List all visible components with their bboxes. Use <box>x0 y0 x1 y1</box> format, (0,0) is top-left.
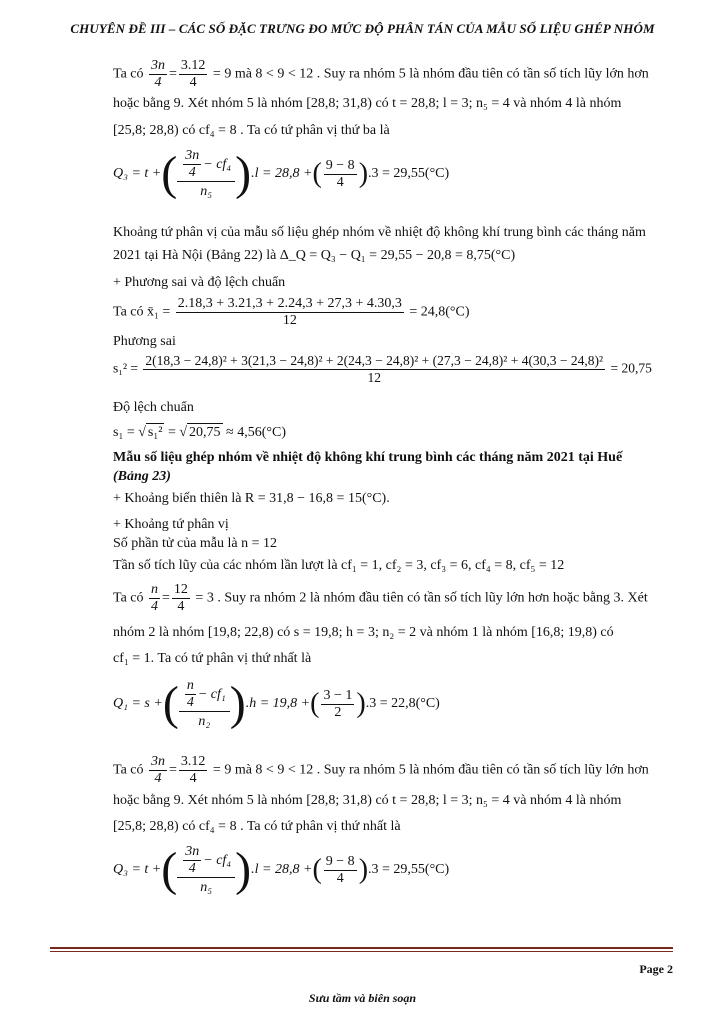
text-line: Số phần tử của mẫu là n = 12 <box>113 536 278 551</box>
outer-fraction <box>177 844 235 896</box>
variance-fraction <box>143 353 605 386</box>
text-line: + Phương sai và độ lệch chuẩn <box>113 275 286 290</box>
paren-right: ) <box>358 158 369 189</box>
num: 3n <box>185 844 200 859</box>
num: 3n <box>185 148 200 163</box>
text-line: + Khoảng biến thiên là R = 31,8 − 16,8 = 15(°C). <box>113 491 390 506</box>
num: 3.12 <box>180 58 206 73</box>
text: .l = 28,8 + <box>251 862 313 877</box>
text: Q₃ = t + <box>113 862 162 877</box>
q1-intro-line: Ta có $\frac{n}{4}$ = $\frac{12}{4}$ = 3 . Suy ra nhóm 2 là nhóm đầu tiên có tần số tích lũy lớn hơn hoặc bằng 3. Xét <box>113 582 648 614</box>
text: Ta có x̄₁ = <box>113 304 171 320</box>
text: .l = 28,8 + <box>251 166 313 181</box>
q3-intro-line: Ta có $\frac{3n}{4}$ = $\frac{3.12}{4}$ = 9 mà 8 < 9 < 12 . Suy ra nhóm 5 là nhóm đầu tiên có tần số tích lũy lớn hơn <box>113 58 649 90</box>
fraction-3-1-2 <box>321 688 354 721</box>
text-line: Độ lệch chuẩn <box>113 400 194 415</box>
text: Ta có <box>113 762 144 778</box>
mean-fraction <box>176 296 404 329</box>
den: 2 <box>334 704 342 720</box>
den: 4 <box>188 165 196 180</box>
text: − cf₁ <box>197 686 226 702</box>
page-header: CHUYÊN ĐỀ III – CÁC SỐ ĐẶC TRƯNG ĐO MỨC ĐỘ PHÂN TÁN CỦA MẪU SỐ LIỆU GHÉP NHÓM <box>70 21 655 36</box>
std-formula <box>113 423 286 442</box>
q3-formula <box>113 148 449 200</box>
text-line: nhóm 2 là nhóm [19,8; 22,8) có s = 19,8; h = 3; n₂ = 2 và nhóm 1 là nhóm [16,8; 19,8) có <box>113 625 614 640</box>
footer-divider <box>50 951 673 952</box>
q3-intro-line-2: Ta có $\frac{3n}{4}$ = $\frac{3.12}{4}$ = 9 mà 8 < 9 < 12 . Suy ra nhóm 5 là nhóm đầu tiên có tần số tích lũy lớn hơn <box>113 754 649 786</box>
num: n <box>186 678 194 693</box>
den: 4 <box>336 870 344 886</box>
num: 3n <box>151 58 166 73</box>
paren-right: ) <box>229 677 246 730</box>
num: 12 <box>173 582 188 597</box>
num: 3.12 <box>180 754 206 769</box>
text: = √ <box>164 425 188 440</box>
section-heading: Mẫu số liệu ghép nhóm về nhiệt độ không khí trung bình các tháng năm 2021 tại Huế <box>113 450 623 465</box>
outer-fraction <box>177 148 235 200</box>
section-heading-sub: (Bảng 23) <box>113 469 171 484</box>
text: − cf₄ <box>203 852 232 868</box>
text: = 9 mà 8 < 9 < 12 . Suy ra nhóm 5 là nhóm đầu tiên có tần số tích lũy lớn hơn <box>212 762 649 778</box>
den: 4 <box>186 695 194 710</box>
num: 3n <box>151 754 166 769</box>
den: n₂ <box>198 714 211 729</box>
den: 4 <box>177 599 185 614</box>
text: Q₃ = t + <box>113 166 162 181</box>
fraction-3n-4 <box>183 844 201 877</box>
page-number: Page 2 <box>639 962 673 976</box>
text: = 9 mà 8 < 9 < 12 . Suy ra nhóm 5 là nhóm đầu tiên có tần số tích lũy lớn hơn <box>212 66 649 82</box>
fraction-12-4 <box>172 582 190 615</box>
text-line: + Khoảng tứ phân vị <box>113 517 229 532</box>
den: 4 <box>151 599 159 614</box>
fraction-3-12-4 <box>179 754 208 787</box>
footer-divider <box>50 947 673 949</box>
paren-left: ( <box>310 688 320 719</box>
text-line: [25,8; 28,8) có cf₄ = 8 . Ta có tứ phân vị thứ ba là <box>113 123 390 138</box>
den: 12 <box>367 370 381 385</box>
text-line: Khoảng tứ phân vị của mẫu số liệu ghép nhóm về nhiệt độ không khí trung bình các tháng năm <box>113 225 646 240</box>
den: 4 <box>189 771 197 786</box>
den: 4 <box>154 771 162 786</box>
text: s₁ = √ <box>113 425 146 440</box>
text: − cf₄ <box>203 156 232 172</box>
variance-formula <box>113 353 652 386</box>
fraction-9-8-4 <box>324 158 357 191</box>
text: = 20,75 <box>610 360 652 376</box>
fraction-3n-4 <box>149 58 167 91</box>
text-line: Phương sai <box>113 334 176 349</box>
den: 4 <box>154 75 162 90</box>
num: 9 − 8 <box>325 853 355 869</box>
text: Ta có <box>113 590 144 606</box>
paren-left: ( <box>312 854 322 885</box>
den: 12 <box>282 313 297 328</box>
text: Q₁ = s + <box>113 696 163 711</box>
paren-right: ) <box>235 147 252 200</box>
paren-left: ( <box>161 843 178 896</box>
text-line: Tần số tích lũy của các nhóm lần lượt là cf₁ = 1, cf₂ = 3, cf₃ = 6, cf₄ = 8, cf₅ = 12 <box>113 558 565 573</box>
paren-left: ( <box>162 677 179 730</box>
text: = 24,8(°C) <box>409 304 470 320</box>
text: = 3 . Suy ra nhóm 2 là nhóm đầu tiên có tần số tích lũy lớn hơn hoặc bằng 3. Xét <box>195 590 648 606</box>
text-line: hoặc bằng 9. Xét nhóm 5 là nhóm [28,8; 31,8) có t = 28,8; l = 3; n₅ = 4 và nhóm 4 là nhóm <box>113 793 622 808</box>
fraction-n-4 <box>149 582 160 615</box>
outer-fraction <box>179 678 230 730</box>
den: 4 <box>336 174 344 190</box>
q1-formula <box>113 678 440 730</box>
num: 2.18,3 + 3.21,3 + 2.24,3 + 27,3 + 4.30,3 <box>177 296 402 311</box>
text: s₁² = <box>113 360 138 376</box>
text-line: hoặc bằng 9. Xét nhóm 5 là nhóm [28,8; 31,8) có t = 28,8; l = 3; n₅ = 4 và nhóm 4 là nhóm <box>113 96 622 111</box>
den: 4 <box>189 75 197 90</box>
footer-signature: Sưu tầm và biên soạn <box>308 991 417 1005</box>
paren-left: ( <box>161 147 178 200</box>
fraction-9-8-4 <box>324 854 357 887</box>
fraction-3n-4 <box>149 754 167 787</box>
mean-formula <box>113 296 470 329</box>
paren-right: ) <box>235 843 252 896</box>
text-line: [25,8; 28,8) có cf₄ = 8 . Ta có tứ phân vị thứ nhất là <box>113 819 401 834</box>
text: .h = 19,8 + <box>245 696 311 711</box>
fraction-3n-4 <box>183 148 201 181</box>
text-line: cf₁ = 1. Ta có tứ phân vị thứ nhất là <box>113 651 312 666</box>
q3-formula-2 <box>113 844 449 896</box>
fraction-3-12-4 <box>179 58 208 91</box>
text: .3 = 22,8(°C) <box>365 696 440 711</box>
fraction-n-4 <box>185 678 196 711</box>
den: 4 <box>188 861 196 876</box>
den: n₅ <box>200 880 213 895</box>
sqrt-content: 20,75 <box>189 425 221 440</box>
num: 2(18,3 − 24,8)² + 3(21,3 − 24,8)² + 2(24,3 − 24,8)² + (27,3 − 24,8)² + 4(30,3 − 24,8)² <box>145 353 604 368</box>
num: 3 − 1 <box>323 687 353 703</box>
sqrt-content: s₁² <box>147 425 163 440</box>
text: Ta có <box>113 66 144 82</box>
text: .3 = 29,55(°C) <box>368 166 450 181</box>
den: n₅ <box>200 184 213 199</box>
text-line: 2021 tại Hà Nội (Bảng 22) là Δ_Q = Q₃ − Q₁ = 29,55 − 20,8 = 8,75(°C) <box>113 248 516 263</box>
text: .3 = 29,55(°C) <box>368 862 450 877</box>
paren-right: ) <box>358 854 369 885</box>
text: ≈ 4,56(°C) <box>222 425 286 440</box>
paren-left: ( <box>312 158 322 189</box>
num: n <box>151 582 159 597</box>
num: 9 − 8 <box>325 157 355 173</box>
paren-right: ) <box>356 688 366 719</box>
